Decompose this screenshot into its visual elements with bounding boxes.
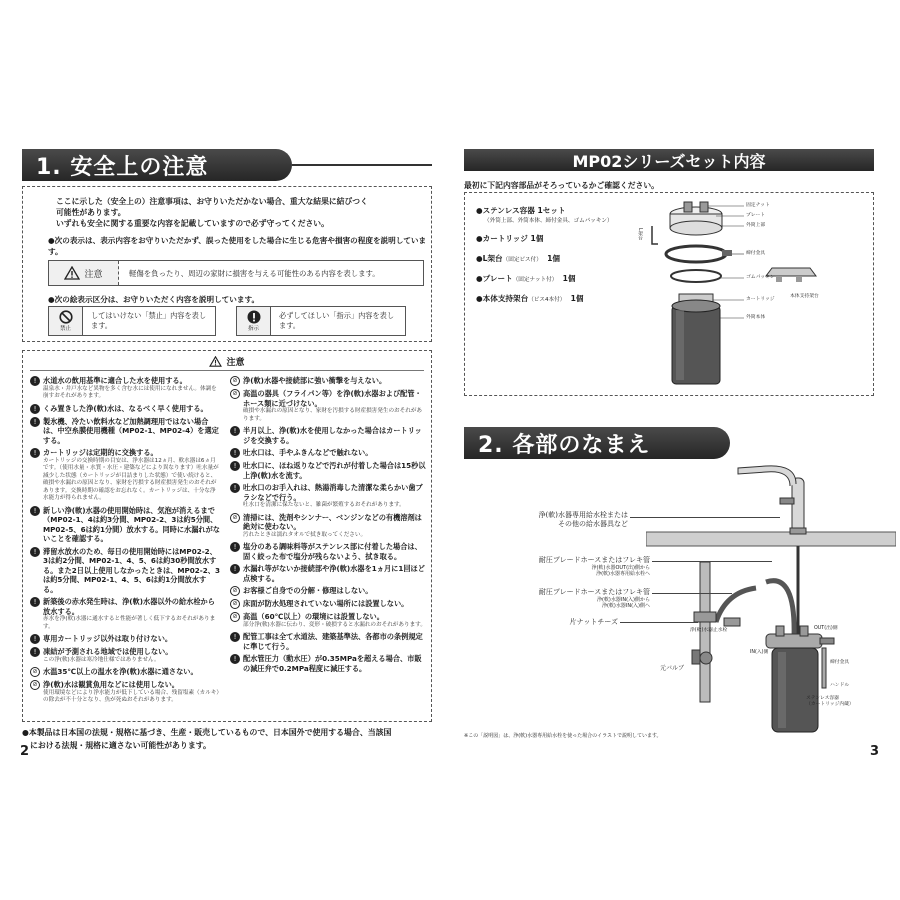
warning-item-note: 赤水を浄(軟)水器に通水すると性能が著しく低下するおそれがあります。 bbox=[43, 616, 216, 630]
instruction-icon: ! bbox=[230, 542, 240, 552]
prohibit-icon: ⊘ bbox=[30, 667, 40, 677]
label-out: OUT(出)側 bbox=[814, 626, 838, 631]
warning-item-text: 吐水口のお手入れは、熱湯消毒した清潔な柔らかい歯ブラシなどで行う。 bbox=[243, 483, 423, 502]
instruction-icon: ! bbox=[30, 634, 40, 644]
warning-item-text: 配水管圧力（動水圧）が0.35MPaを超える場合、市販の減圧弁で0.2MPa程度に減圧する。 bbox=[243, 654, 422, 673]
prohibit-icon: ⊘ bbox=[230, 513, 240, 523]
instruction-icon: ! bbox=[230, 564, 240, 574]
set-label-plate: プレート bbox=[746, 213, 765, 218]
page-number-right: 3 bbox=[870, 744, 880, 759]
warning-item-text: 高温の器具（フライパン等）を浄(軟)水器および配管・ホース類に近づけない。 bbox=[243, 389, 422, 408]
prohibit-label: 禁止 bbox=[59, 326, 71, 332]
warning-item bbox=[30, 597, 220, 631]
warning-item bbox=[30, 376, 220, 401]
intro-line-2: 可能性があります。 bbox=[56, 208, 126, 217]
set-label-clamp: 締付金具 bbox=[746, 251, 766, 256]
label-faucet: 浄(軟)水器専用給水栓または その他の給水器具など bbox=[538, 511, 628, 528]
instruction-icon: ! bbox=[230, 632, 240, 642]
set-title: MP02シリーズセット内容 bbox=[572, 151, 766, 171]
caution-label-box bbox=[49, 261, 119, 285]
warning-item bbox=[30, 547, 220, 595]
warning-item bbox=[30, 448, 220, 503]
warning-item bbox=[230, 564, 426, 583]
warning-item bbox=[30, 667, 220, 677]
warning-item bbox=[230, 389, 426, 423]
warning-item-text: 吐水口は、手やふきんなどで触れない。 bbox=[243, 448, 373, 457]
intro-text bbox=[56, 196, 426, 229]
warning-item-text: 清掃には、洗剤やシンナー、ベンジンなどの有機溶剤は絶対に使わない。 bbox=[243, 512, 422, 531]
prohibit-icon bbox=[59, 310, 73, 324]
warning-item bbox=[30, 417, 220, 446]
warning-item-text: 製氷機、冷たい飲料水など加熱調理用ではない場合は、中空糸膜使用機種（MP02-1、MP02-4）を選定する。 bbox=[43, 416, 219, 445]
warning-item bbox=[230, 586, 426, 596]
instruction-icon: ! bbox=[30, 376, 40, 386]
label-handle: ハンドル bbox=[830, 683, 850, 688]
warning-item bbox=[30, 680, 220, 705]
parts-title: 2. 各部のなまえ bbox=[478, 432, 651, 458]
prohibit-icon: ⊘ bbox=[30, 680, 40, 690]
set-label-body: 外筒本体 bbox=[746, 315, 766, 320]
warning-item bbox=[230, 448, 426, 458]
warning-item-text: 凍結が予測される地域では使用しない。 bbox=[43, 647, 173, 656]
set-label-support: 本体支持架台 bbox=[790, 294, 819, 299]
warning-item bbox=[30, 634, 220, 644]
warning-column-1 bbox=[30, 376, 220, 716]
safety-title-banner bbox=[22, 149, 292, 181]
warning-header bbox=[22, 355, 432, 368]
display-note: ●次の表示は、表示内容をお守りいただかず、誤った使用をした場合に生じる危害や損害の程度を説明しています。 bbox=[48, 236, 427, 256]
label-stop-valve: 浄(軟)水器止水栓 bbox=[690, 628, 728, 633]
label-hose-1: 耐圧ブレードホースまたはフレキ管 浄(軟)水器OUT(出)側から 浄(軟)水器専用給水栓へ bbox=[538, 556, 650, 577]
label-tee: 片ナットチーズ bbox=[569, 618, 618, 626]
instruction-icon bbox=[247, 310, 261, 324]
footer-line-2: における法規・規格に適さない可能性があります。 bbox=[30, 741, 211, 750]
warning-item-text: 新築後の赤水発生時は、浄(軟)水器以外の給水栓から放水する。 bbox=[43, 597, 215, 616]
instruction-icon: ! bbox=[30, 597, 40, 607]
warning-item-text: 水温35℃以上の温水を浄(軟)水器に通さない。 bbox=[43, 667, 198, 676]
intro-line-3: いずれも安全に関する重要な内容を記載していますので必ず守ってください。 bbox=[56, 219, 329, 228]
warning-item-text: カートリッジは定期的に交換する。 bbox=[43, 448, 158, 457]
page-number-left: 2 bbox=[20, 744, 30, 759]
title-rule bbox=[292, 164, 432, 166]
warning-item-text: 半月以上、浄(軟)水を使用しなかった場合はカートリッジを交換する。 bbox=[243, 426, 422, 445]
warning-item-text: 吐水口に、ほね返りなどで汚れが付着した場合は15秒以上浄(軟)水を流す。 bbox=[243, 461, 426, 480]
instruct-text: 必ずしてほしい「指示」内容を表します。 bbox=[279, 311, 395, 330]
warning-item-text: 塩分のある調味料等がステンレス部に付着した場合は、固く絞った布で塩分が残らないよう、拭き取る。 bbox=[243, 542, 422, 561]
warning-item-text: 高温（60℃以上）の環境には設置しない。 bbox=[243, 612, 384, 621]
set-label-nut: 固定ナット bbox=[746, 203, 770, 208]
warning-item-text: 専用カートリッジ以外は取り付けない。 bbox=[43, 634, 173, 643]
leader-faucet bbox=[630, 517, 780, 518]
parts-footnote: ※この「説明図」は、浄(軟)水器専用給水栓を使った場合のイラストで説明しています。 bbox=[464, 733, 662, 739]
warning-column-2 bbox=[230, 376, 426, 716]
prohibit-text: してはいけない「禁止」内容を表します。 bbox=[91, 311, 207, 330]
set-item-1-detail: （外筒上部、外筒本体、締付金具、ゴムパッキン） bbox=[484, 218, 613, 224]
warning-item-note: 吐水口を清潔に保たないと、雑菌が繁殖するおそれがあります。 bbox=[243, 502, 405, 508]
instruction-icon: ! bbox=[230, 426, 240, 436]
leader-tee bbox=[620, 622, 698, 623]
set-label-l-bracket: L架台 bbox=[637, 228, 642, 241]
set-item-4: ●プレート（固定ナット付） 1個 bbox=[476, 274, 576, 283]
intro-line-1: ここに示した（安全上の）注意事項は、お守りいただかない場合、重大な結果に結びつく bbox=[56, 197, 368, 206]
warning-item-note: 使用環境などにより浄水能力が低下している場合、残留塩素（カルキ）の除去が不十分となり、魚が死ぬおそれがあります。 bbox=[43, 689, 220, 703]
instruction-icon: ! bbox=[30, 448, 40, 458]
warning-item-text: 配管工事は全て水道法、建築基準法、各都市の条例規定に準じて行う。 bbox=[243, 632, 423, 651]
set-item-2: ●カートリッジ 1個 bbox=[476, 234, 544, 243]
caution-label: 注意 bbox=[84, 269, 103, 280]
instruction-icon: ! bbox=[230, 461, 240, 471]
footer-note bbox=[22, 726, 442, 752]
instruction-icon: ! bbox=[30, 417, 40, 427]
warning-item bbox=[230, 599, 426, 609]
warning-item-text: お客様ご自身での分解・修理はしない。 bbox=[243, 586, 373, 595]
warning-item bbox=[230, 654, 426, 673]
caution-desc: 軽傷を負ったり、周辺の家財に損害を与える可能性のある内容を表します。 bbox=[129, 268, 380, 278]
warning-item bbox=[30, 647, 220, 664]
warning-item-text: 浄(軟)水器や接続部に強い衝撃を与えない。 bbox=[243, 376, 387, 385]
warning-item-text: 浄(軟)水は観賞魚用などには使用しない。 bbox=[43, 680, 179, 689]
prohibit-icon: ⊘ bbox=[230, 586, 240, 596]
footer-line-1: ●本製品は日本国の法規・規格に基づき、生産・販売しているもので、日本国外で使用する場合、当該国 bbox=[22, 728, 392, 737]
instruction-icon: ! bbox=[30, 547, 40, 557]
warning-header-label: 注意 bbox=[226, 358, 245, 368]
prohibit-icon: ⊘ bbox=[230, 389, 240, 399]
warning-item-note: 温泉水・井戸水など異物を多く含む水には使用になれません。体調を崩すおそれがあります。 bbox=[43, 385, 217, 399]
instruction-icon: ! bbox=[30, 647, 40, 657]
instruction-icon: ! bbox=[230, 654, 240, 664]
set-item-1: ●ステンレス容器 1セット bbox=[476, 206, 566, 215]
warning-item-text: くみ置きした浄(軟)水は、なるべく早く使用する。 bbox=[43, 403, 208, 413]
warning-header-rule bbox=[30, 370, 424, 371]
safety-title: 1. 安全上の注意 bbox=[36, 154, 209, 180]
warning-item-note: 破損や水漏れの原因となり、家財を汚損する財産損害発生のおそれがあります。 bbox=[243, 408, 423, 422]
instruction-icon: ! bbox=[230, 448, 240, 458]
symbol-note: ●次の絵表示区分は、お守りいただく内容を説明しています。 bbox=[48, 295, 260, 304]
warning-item bbox=[230, 426, 426, 445]
prohibit-icon: ⊘ bbox=[230, 599, 240, 609]
instruction-icon: ! bbox=[30, 404, 40, 414]
warning-item-note: カートリッジの交換時期の目安は、浄水器は12ヵ月、軟水器は6ヵ月です。（使用水量・水質・水圧・建築などにより異なります）吐水量が減少した状態（カートリッジが目詰まりした状態）で使い続けると、破損や水漏れの原因となり、家財を汚損する財産損害発生のおそれがあります。交換時期の確認をお忘れなく。カートリッジは、十分な浄水能力が得られません。 bbox=[43, 457, 219, 501]
warning-item-text: 水漏れ等がないか接続部や浄(軟)水器を1ヵ月に1回ほど点検する。 bbox=[243, 564, 425, 583]
page-right bbox=[450, 0, 900, 900]
warning-item bbox=[230, 513, 426, 540]
prohibit-icon: ⊘ bbox=[230, 376, 240, 386]
prohibit-icon: ⊘ bbox=[230, 612, 240, 622]
instruct-label: 指示 bbox=[247, 326, 259, 332]
warning-item-note: 汚れたときは濡れタオルで拭き取ってください。 bbox=[243, 531, 367, 538]
set-item-3: ●L架台（固定ビス付） 1個 bbox=[476, 254, 561, 263]
label-hose-2: 耐圧ブレードホースまたはフレキ管 浄(軟)水器IN(入)側から 浄(軟)水器IN(入)側へ bbox=[538, 588, 650, 609]
set-item-list bbox=[476, 205, 666, 304]
set-intro: 最初に下記内容部品がそろっているかご確認ください。 bbox=[464, 181, 659, 190]
label-in: IN(入)側 bbox=[750, 650, 769, 655]
warning-item bbox=[230, 483, 426, 510]
leader-hose-1 bbox=[652, 561, 772, 562]
warning-item-text: 水道水の飲用基準に適合した水を使用する。 bbox=[43, 376, 187, 385]
warning-item bbox=[230, 376, 426, 386]
label-main-valve: 元バルブ bbox=[660, 665, 685, 672]
warning-item bbox=[230, 461, 426, 480]
warning-item bbox=[230, 612, 426, 629]
parts-diagram bbox=[646, 462, 896, 738]
set-label-gasket: ゴムパッキン bbox=[746, 275, 775, 280]
set-label-top: 外筒上部 bbox=[746, 223, 766, 228]
set-title-banner bbox=[464, 149, 874, 171]
caution-row bbox=[48, 260, 424, 286]
set-label-cartridge: カートリッジ bbox=[746, 297, 775, 302]
warning-triangle-icon bbox=[209, 356, 222, 367]
instruction-icon: ! bbox=[30, 506, 40, 516]
warning-item-text: 新しい浄(軟)水器の使用開始時は、気泡が消えるまで（MP02-1、4は約3分間、MP02-2、3は約5分間、MP02-5、6は約1分間）放水する。同時に水漏れがないことを確認する。 bbox=[43, 505, 220, 543]
leader-hose-2 bbox=[652, 593, 732, 594]
instruct-box bbox=[236, 306, 406, 336]
instruction-icon: ! bbox=[230, 483, 240, 493]
warning-item-text: 床面が防水処理されていない場所には設置しない。 bbox=[243, 599, 409, 608]
parts-title-banner bbox=[464, 427, 730, 459]
warning-item bbox=[230, 632, 426, 651]
warning-item bbox=[30, 404, 220, 414]
label-vessel: ステンレス容器 （カートリッジ内蔵） bbox=[806, 696, 854, 707]
label-clamp: 締付金具 bbox=[830, 660, 850, 665]
warning-item-note: この浄(軟)水器は寒冷地仕様ではありません。 bbox=[43, 656, 160, 663]
warning-triangle-icon bbox=[64, 266, 80, 280]
warning-item-note: 部分浄(軟)水器に伝わり、変形・破損すると水漏れのおそれがあります。 bbox=[243, 621, 426, 628]
prohibit-box bbox=[48, 306, 216, 336]
warning-item-text: 滞留水放水のため、毎日の使用開始時にはMP02-2、3は約2分間、MP02-1、4、5、6は約30秒間放水する。また2日以上使用しなかったときは、MP02-2、3は約5分間、MP02-1、4、5、6は約1分間放水する。 bbox=[43, 546, 220, 594]
set-item-5: ●本体支持架台（ビス4本付） 1個 bbox=[476, 294, 584, 303]
warning-item bbox=[230, 542, 426, 561]
warning-item bbox=[30, 506, 220, 544]
